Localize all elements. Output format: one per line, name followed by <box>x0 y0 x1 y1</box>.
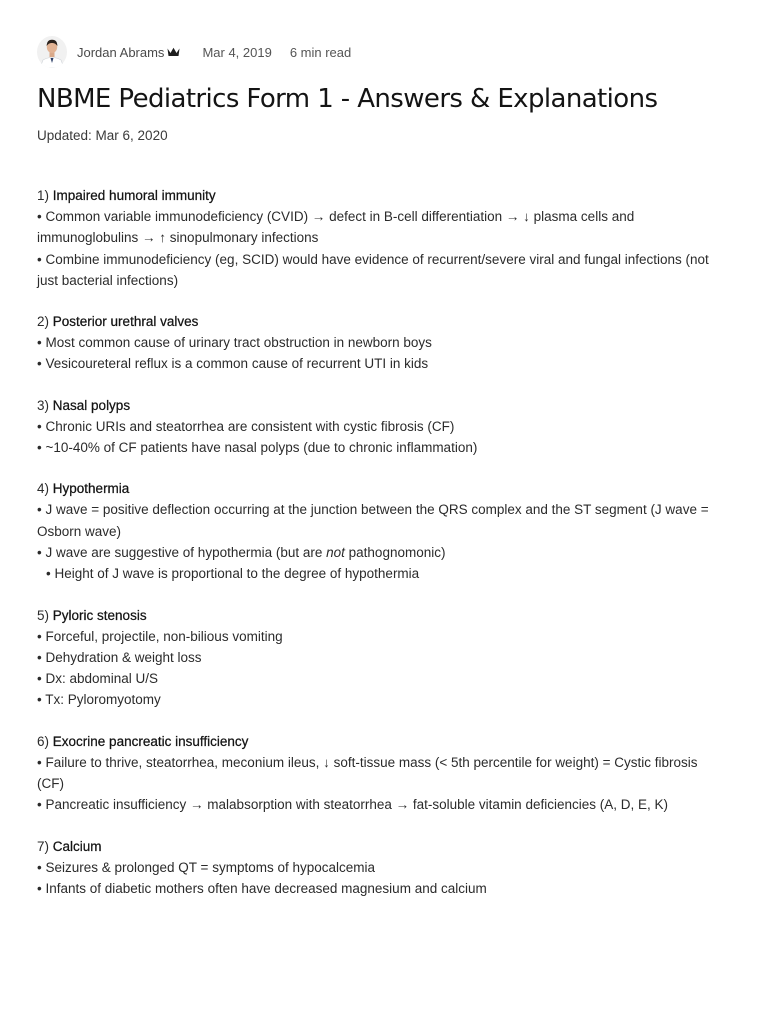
explanation-line: • Chronic URIs and steatorrhea are consistent with cystic fibrosis (CF) <box>37 418 455 434</box>
explanation-line: • ~10-40% of CF patients have nasal polyps (due to chronic inflammation) <box>37 440 478 456</box>
answer-title: Calcium <box>52 838 102 854</box>
answer-section <box>37 395 737 459</box>
answer-section <box>37 311 737 375</box>
line-segment: • J wave are suggestive of hypothermia (but are <box>37 544 327 560</box>
explanation-line: • Dehydration & weight loss <box>37 649 202 665</box>
explanation-line: • Common variable immunodeficiency (CVID) → defect in B-cell differentiation → ↓ plasma cells and <box>37 209 635 224</box>
answer-title: Hypothermia <box>52 481 130 497</box>
section-heading <box>37 731 737 752</box>
answer-section <box>37 731 737 816</box>
explanation-line: • Forceful, projectile, non-bilious vomiting <box>37 628 283 644</box>
section-heading <box>37 395 737 416</box>
answer-list <box>37 185 737 899</box>
explanation-line: • Vesicoureteral reflux is a common cause of recurrent UTI in kids <box>37 356 429 372</box>
post-date: Mar 4, 2019 <box>202 44 272 60</box>
post <box>37 36 737 919</box>
question-number: 4) <box>37 481 50 497</box>
line-segment: pathognomonic) <box>344 544 446 560</box>
explanation-line: immunoglobulins → ↑ sinopulmonary infections <box>37 230 319 246</box>
explanation-line: • Failure to thrive, steatorrhea, meconium ileus, ↓ soft-tissue mass (< 5th percentile for weight) = Cystic fibrosis <box>37 754 698 770</box>
read-time: 6 min read <box>289 44 352 60</box>
page-title: NBME Pediatrics Form 1 - Answers & Explanations <box>37 84 658 114</box>
explanation-line: • Seizures & prolonged QT = symptoms of hypocalcemia <box>37 859 376 875</box>
explanation-line: • J wave = positive deflection occurring at the junction between the QRS complex and the ST segment (J wave = <box>37 502 709 518</box>
section-heading <box>37 478 737 499</box>
explanation-line: Osborn wave) <box>37 523 122 539</box>
question-number: 3) <box>37 397 50 413</box>
answer-section <box>37 478 737 584</box>
explanation-line: • Pancreatic insufficiency → malabsorption with steatorrhea → fat-soluble vitamin deficiencies (A, D, E, K) <box>37 797 668 813</box>
explanation-line: • Most common cause of urinary tract obstruction in newborn boys <box>37 335 432 351</box>
author-name[interactable]: Jordan Abrams <box>77 44 165 60</box>
section-heading <box>37 185 737 206</box>
post-meta <box>37 36 737 68</box>
question-number: 6) <box>37 733 50 749</box>
explanation-line: just bacterial infections) <box>37 272 179 288</box>
answer-title: Pyloric stenosis <box>52 607 147 623</box>
question-number: 5) <box>37 607 50 623</box>
avatar[interactable] <box>37 36 67 68</box>
emphasis-text: not <box>326 544 345 560</box>
explanation-line: (CF) <box>37 776 64 792</box>
section-heading <box>37 605 737 626</box>
question-number: 7) <box>37 838 50 854</box>
explanation-line <box>37 542 737 563</box>
question-number: 1) <box>37 188 50 203</box>
section-heading <box>37 836 737 857</box>
answer-title: Exocrine pancreatic insufficiency <box>52 733 249 749</box>
explanation-line: • Tx: Pyloromyotomy <box>37 692 161 708</box>
answer-title: Nasal polyps <box>52 397 131 413</box>
updated-date: Updated: Mar 6, 2020 <box>37 128 168 143</box>
answer-title: Posterior urethral valves <box>52 314 199 330</box>
question-number: 2) <box>37 314 50 330</box>
explanation-line: • Combine immunodeficiency (eg, SCID) would have evidence of recurrent/severe viral and fungal infections (not <box>37 251 709 267</box>
section-heading <box>37 311 737 332</box>
crown-icon <box>167 45 180 60</box>
answer-section <box>37 836 737 900</box>
explanation-line: • Dx: abdominal U/S <box>37 671 159 687</box>
explanation-subline: • Height of J wave is proportional to the degree of hypothermia <box>46 566 420 582</box>
answer-section <box>37 185 737 291</box>
answer-section <box>37 605 737 711</box>
explanation-line: • Infants of diabetic mothers often have decreased magnesium and calcium <box>37 880 487 896</box>
answer-title: Impaired humoral immunity <box>52 188 216 203</box>
